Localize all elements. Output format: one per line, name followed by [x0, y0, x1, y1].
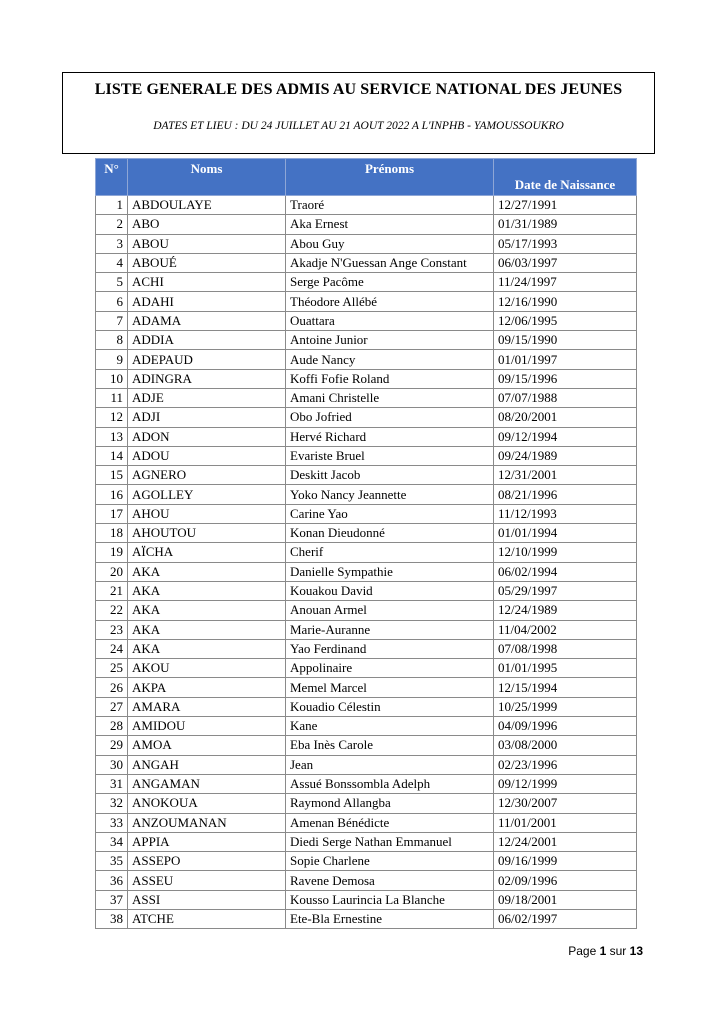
- first-names-cell: Assué Bonssombla Adelph: [286, 774, 494, 793]
- birth-date-cell: 12/24/2001: [494, 832, 637, 851]
- birth-date-cell: 07/08/1998: [494, 639, 637, 658]
- document-header: [62, 72, 655, 154]
- table-row: [96, 871, 637, 890]
- row-number-cell: 12: [96, 408, 128, 427]
- first-names-cell: Amenan Bénédicte: [286, 813, 494, 832]
- table-row: [96, 639, 637, 658]
- table-row: [96, 543, 637, 562]
- birth-date-cell: 12/30/2007: [494, 794, 637, 813]
- birth-date-cell: 12/15/1994: [494, 678, 637, 697]
- table-row: [96, 794, 637, 813]
- first-names-cell: Kousso Laurincia La Blanche: [286, 890, 494, 909]
- first-names-cell: Antoine Junior: [286, 331, 494, 350]
- first-names-cell: Memel Marcel: [286, 678, 494, 697]
- row-number-cell: 25: [96, 659, 128, 678]
- row-number-cell: 31: [96, 774, 128, 793]
- first-names-cell: Appolinaire: [286, 659, 494, 678]
- last-name-cell: ADAHI: [128, 292, 286, 311]
- birth-date-cell: 09/12/1994: [494, 427, 637, 446]
- row-number-cell: 18: [96, 524, 128, 543]
- last-name-cell: AHOU: [128, 504, 286, 523]
- last-name-cell: ADON: [128, 427, 286, 446]
- first-names-cell: Ouattara: [286, 311, 494, 330]
- first-names-cell: Koffi Fofie Roland: [286, 369, 494, 388]
- first-names-cell: Ete-Bla Ernestine: [286, 909, 494, 928]
- last-name-cell: ADINGRA: [128, 369, 286, 388]
- first-names-cell: Aka Ernest: [286, 215, 494, 234]
- table-row: [96, 292, 637, 311]
- first-names-cell: Konan Dieudonné: [286, 524, 494, 543]
- table-row: [96, 562, 637, 581]
- row-number-cell: 26: [96, 678, 128, 697]
- birth-date-cell: 01/01/1997: [494, 350, 637, 369]
- table-row: [96, 717, 637, 736]
- table-row: [96, 273, 637, 292]
- last-name-cell: ABO: [128, 215, 286, 234]
- birth-date-cell: 06/02/1994: [494, 562, 637, 581]
- last-name-cell: ABDOULAYE: [128, 196, 286, 215]
- row-number-cell: 21: [96, 581, 128, 600]
- row-number-cell: 29: [96, 736, 128, 755]
- last-name-cell: AMOA: [128, 736, 286, 755]
- row-number-cell: 32: [96, 794, 128, 813]
- last-name-cell: ABOUÉ: [128, 253, 286, 272]
- birth-date-cell: 08/21/1996: [494, 485, 637, 504]
- last-name-cell: ANGAH: [128, 755, 286, 774]
- birth-date-cell: 09/15/1996: [494, 369, 637, 388]
- first-names-cell: Carine Yao: [286, 504, 494, 523]
- table-row: [96, 427, 637, 446]
- row-number-cell: 8: [96, 331, 128, 350]
- table-row: [96, 890, 637, 909]
- table-row: [96, 388, 637, 407]
- birth-date-cell: 01/01/1994: [494, 524, 637, 543]
- birth-date-cell: 11/12/1993: [494, 504, 637, 523]
- birth-date-cell: 05/29/1997: [494, 581, 637, 600]
- last-name-cell: ANZOUMANAN: [128, 813, 286, 832]
- table-row: [96, 813, 637, 832]
- column-header-first-names: Prénoms: [286, 159, 494, 196]
- row-number-cell: 14: [96, 446, 128, 465]
- first-names-cell: Diedi Serge Nathan Emmanuel: [286, 832, 494, 851]
- first-names-cell: Traoré: [286, 196, 494, 215]
- first-names-cell: Hervé Richard: [286, 427, 494, 446]
- first-names-cell: Evariste Bruel: [286, 446, 494, 465]
- first-names-cell: Aude Nancy: [286, 350, 494, 369]
- first-names-cell: Eba Inès Carole: [286, 736, 494, 755]
- last-name-cell: AKA: [128, 620, 286, 639]
- table-row: [96, 408, 637, 427]
- first-names-cell: Akadje N'Guessan Ange Constant: [286, 253, 494, 272]
- table-row: [96, 581, 637, 600]
- birth-date-cell: 09/16/1999: [494, 852, 637, 871]
- row-number-cell: 11: [96, 388, 128, 407]
- first-names-cell: Abou Guy: [286, 234, 494, 253]
- row-number-cell: 33: [96, 813, 128, 832]
- table-row: [96, 466, 637, 485]
- table-row: [96, 909, 637, 928]
- table-row: [96, 215, 637, 234]
- birth-date-cell: 09/12/1999: [494, 774, 637, 793]
- admitted-list-table: [95, 158, 637, 929]
- row-number-cell: 27: [96, 697, 128, 716]
- row-number-cell: 1: [96, 196, 128, 215]
- row-number-cell: 20: [96, 562, 128, 581]
- table-row: [96, 678, 637, 697]
- last-name-cell: ANGAMAN: [128, 774, 286, 793]
- row-number-cell: 6: [96, 292, 128, 311]
- first-names-cell: Yao Ferdinand: [286, 639, 494, 658]
- last-name-cell: AMARA: [128, 697, 286, 716]
- table-row: [96, 253, 637, 272]
- last-name-cell: ASSI: [128, 890, 286, 909]
- row-number-cell: 38: [96, 909, 128, 928]
- table-row: [96, 311, 637, 330]
- last-name-cell: AKA: [128, 562, 286, 581]
- birth-date-cell: 09/18/2001: [494, 890, 637, 909]
- last-name-cell: AMIDOU: [128, 717, 286, 736]
- row-number-cell: 23: [96, 620, 128, 639]
- column-header-names: Noms: [128, 159, 286, 196]
- last-name-cell: ANOKOUA: [128, 794, 286, 813]
- first-names-cell: Raymond Allangba: [286, 794, 494, 813]
- table-row: [96, 697, 637, 716]
- row-number-cell: 2: [96, 215, 128, 234]
- birth-date-cell: 12/16/1990: [494, 292, 637, 311]
- table-row: [96, 659, 637, 678]
- last-name-cell: ADEPAUD: [128, 350, 286, 369]
- birth-date-cell: 07/07/1988: [494, 388, 637, 407]
- row-number-cell: 17: [96, 504, 128, 523]
- row-number-cell: 9: [96, 350, 128, 369]
- table-row: [96, 196, 637, 215]
- last-name-cell: ADDIA: [128, 331, 286, 350]
- last-name-cell: AKA: [128, 601, 286, 620]
- row-number-cell: 35: [96, 852, 128, 871]
- page-indicator: [568, 944, 643, 958]
- row-number-cell: 4: [96, 253, 128, 272]
- birth-date-cell: 12/24/1989: [494, 601, 637, 620]
- birth-date-cell: 06/03/1997: [494, 253, 637, 272]
- row-number-cell: 37: [96, 890, 128, 909]
- birth-date-cell: 09/24/1989: [494, 446, 637, 465]
- page-current: 1: [599, 944, 607, 958]
- document-subtitle: DATES ET LIEU : DU 24 JUILLET AU 21 AOUT 2022 A L'INPHB - YAMOUSSOUKRO: [153, 120, 564, 132]
- row-number-cell: 36: [96, 871, 128, 890]
- column-header-number: N°: [96, 159, 128, 196]
- birth-date-cell: 03/08/2000: [494, 736, 637, 755]
- table-row: [96, 832, 637, 851]
- birth-date-cell: 11/04/2002: [494, 620, 637, 639]
- birth-date-cell: 10/25/1999: [494, 697, 637, 716]
- table-row: [96, 504, 637, 523]
- row-number-cell: 15: [96, 466, 128, 485]
- birth-date-cell: 06/02/1997: [494, 909, 637, 928]
- first-names-cell: Kouakou David: [286, 581, 494, 600]
- row-number-cell: 13: [96, 427, 128, 446]
- last-name-cell: AHOUTOU: [128, 524, 286, 543]
- first-names-cell: Obo Jofried: [286, 408, 494, 427]
- last-name-cell: AKA: [128, 581, 286, 600]
- first-names-cell: Ravene Demosa: [286, 871, 494, 890]
- birth-date-cell: 12/31/2001: [494, 466, 637, 485]
- table-row: [96, 736, 637, 755]
- last-name-cell: ADJI: [128, 408, 286, 427]
- birth-date-cell: 12/06/1995: [494, 311, 637, 330]
- row-number-cell: 24: [96, 639, 128, 658]
- last-name-cell: AKOU: [128, 659, 286, 678]
- table-row: [96, 755, 637, 774]
- first-names-cell: Serge Pacôme: [286, 273, 494, 292]
- birth-date-cell: 12/27/1991: [494, 196, 637, 215]
- table-row: [96, 234, 637, 253]
- row-number-cell: 30: [96, 755, 128, 774]
- table-row: [96, 331, 637, 350]
- last-name-cell: AKPA: [128, 678, 286, 697]
- last-name-cell: ADAMA: [128, 311, 286, 330]
- last-name-cell: ACHI: [128, 273, 286, 292]
- last-name-cell: ADJE: [128, 388, 286, 407]
- row-number-cell: 22: [96, 601, 128, 620]
- page-of-label: sur: [609, 944, 627, 958]
- row-number-cell: 28: [96, 717, 128, 736]
- birth-date-cell: 11/01/2001: [494, 813, 637, 832]
- row-number-cell: 10: [96, 369, 128, 388]
- row-number-cell: 7: [96, 311, 128, 330]
- document-title: LISTE GENERALE DES ADMIS AU SERVICE NATIONAL DES JEUNES: [94, 81, 623, 98]
- last-name-cell: ASSEPO: [128, 852, 286, 871]
- last-name-cell: ASSEU: [128, 871, 286, 890]
- first-names-cell: Danielle Sympathie: [286, 562, 494, 581]
- first-names-cell: Marie-Auranne: [286, 620, 494, 639]
- last-name-cell: ADOU: [128, 446, 286, 465]
- last-name-cell: ABOU: [128, 234, 286, 253]
- birth-date-cell: 09/15/1990: [494, 331, 637, 350]
- row-number-cell: 34: [96, 832, 128, 851]
- row-number-cell: 5: [96, 273, 128, 292]
- first-names-cell: Kouadio Célestin: [286, 697, 494, 716]
- table-row: [96, 852, 637, 871]
- last-name-cell: AGOLLEY: [128, 485, 286, 504]
- page-label: Page: [568, 944, 597, 958]
- last-name-cell: AGNERO: [128, 466, 286, 485]
- table-row: [96, 620, 637, 639]
- birth-date-cell: 01/31/1989: [494, 215, 637, 234]
- first-names-cell: Anouan Armel: [286, 601, 494, 620]
- table-header-row: [96, 159, 637, 196]
- first-names-cell: Cherif: [286, 543, 494, 562]
- first-names-cell: Jean: [286, 755, 494, 774]
- first-names-cell: Kane: [286, 717, 494, 736]
- first-names-cell: Amani Christelle: [286, 388, 494, 407]
- row-number-cell: 3: [96, 234, 128, 253]
- last-name-cell: ATCHE: [128, 909, 286, 928]
- birth-date-cell: 02/23/1996: [494, 755, 637, 774]
- last-name-cell: APPIA: [128, 832, 286, 851]
- birth-date-cell: 11/24/1997: [494, 273, 637, 292]
- table-row: [96, 350, 637, 369]
- birth-date-cell: 04/09/1996: [494, 717, 637, 736]
- birth-date-cell: 12/10/1999: [494, 543, 637, 562]
- birth-date-cell: 02/09/1996: [494, 871, 637, 890]
- table-row: [96, 524, 637, 543]
- table-row: [96, 369, 637, 388]
- birth-date-cell: 08/20/2001: [494, 408, 637, 427]
- page-total: 13: [629, 944, 643, 958]
- first-names-cell: Deskitt Jacob: [286, 466, 494, 485]
- column-header-birth-date: Date de Naissance: [494, 159, 637, 196]
- last-name-cell: AKA: [128, 639, 286, 658]
- row-number-cell: 19: [96, 543, 128, 562]
- table-body: [96, 196, 637, 929]
- table-row: [96, 485, 637, 504]
- first-names-cell: Théodore Allébé: [286, 292, 494, 311]
- table-row: [96, 446, 637, 465]
- birth-date-cell: 01/01/1995: [494, 659, 637, 678]
- table-row: [96, 601, 637, 620]
- last-name-cell: AÏCHA: [128, 543, 286, 562]
- table-row: [96, 774, 637, 793]
- birth-date-cell: 05/17/1993: [494, 234, 637, 253]
- first-names-cell: Sopie Charlene: [286, 852, 494, 871]
- first-names-cell: Yoko Nancy Jeannette: [286, 485, 494, 504]
- row-number-cell: 16: [96, 485, 128, 504]
